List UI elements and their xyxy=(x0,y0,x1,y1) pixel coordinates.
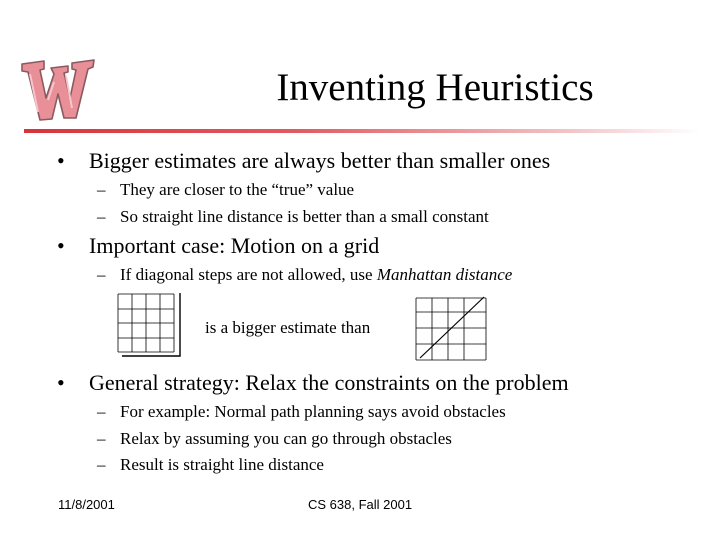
subbullet-dash: – xyxy=(97,402,106,421)
footer-date: 11/8/2001 xyxy=(58,497,115,512)
subbullet-dash: – xyxy=(97,180,106,199)
slide-title: Inventing Heuristics xyxy=(276,66,594,109)
wisconsin-w-logo-icon xyxy=(18,52,96,126)
figure-caption: is a bigger estimate than xyxy=(205,318,371,337)
subbullet-1-1-text: They are closer to the “true” value xyxy=(120,180,355,199)
subbullet-dash: – xyxy=(97,455,106,474)
bullet-2-text: Important case: Motion on a grid xyxy=(89,233,380,258)
bullet-dot: • xyxy=(57,370,65,395)
title-divider xyxy=(24,129,700,133)
bullet-3-text: General strategy: Relax the constraints on the problem xyxy=(89,370,569,395)
subbullet-1-2-text: So straight line distance is better than a small constant xyxy=(120,207,489,226)
bullet-dot: • xyxy=(57,233,65,258)
subbullet-2-1-text: If diagonal steps are not allowed, use Manhattan distance xyxy=(120,265,513,284)
subbullet-3-2-text: Relax by assuming you can go through obstacles xyxy=(120,429,452,448)
subbullet-3-3-text: Result is straight line distance xyxy=(120,455,324,474)
manhattan-path xyxy=(122,293,180,356)
bullet-dot: • xyxy=(57,148,65,173)
manhattan-distance-term: Manhattan distance xyxy=(376,265,513,284)
straight-line-grid xyxy=(412,292,490,364)
bullet-1-text: Bigger estimates are always better than smaller ones xyxy=(89,148,551,173)
subbullet-dash: – xyxy=(97,207,106,226)
subbullet-dash: – xyxy=(97,265,106,284)
footer-course: CS 638, Fall 2001 xyxy=(308,497,413,512)
straight-line-path xyxy=(420,297,484,358)
subbullet-dash: – xyxy=(97,429,106,448)
manhattan-path-grid xyxy=(113,290,189,362)
subbullet-3-1-text: For example: Normal path planning says avoid obstacles xyxy=(120,402,506,421)
